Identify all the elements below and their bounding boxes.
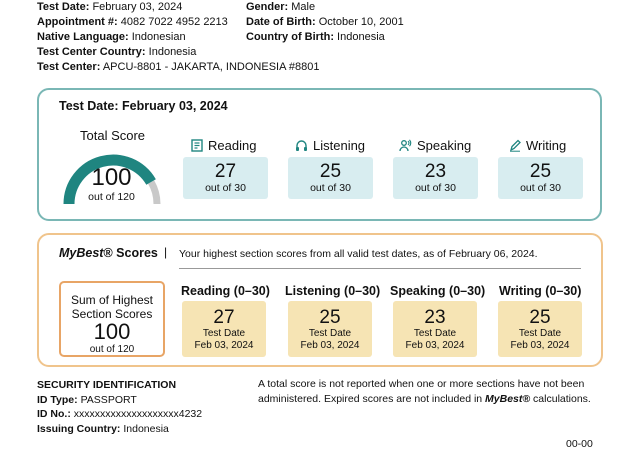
section-out-of: out of 30	[310, 182, 351, 194]
mybest-date-label: Test Date	[518, 328, 562, 339]
id-no-row: ID No.: xxxxxxxxxxxxxxxxxxxx4232	[37, 408, 203, 420]
mybest-speaking-card	[393, 301, 477, 357]
mybest-sum-box	[59, 281, 165, 357]
mybest-date-label: Test Date	[202, 328, 246, 339]
section-out-of: out of 30	[520, 182, 561, 194]
total-score-label: Total Score	[80, 128, 146, 143]
headphones-icon	[295, 139, 308, 152]
speaker-person-icon	[399, 139, 412, 152]
test-center-row: Test Center: APCU-8801 - JAKARTA, INDONESIA #8801	[37, 61, 320, 73]
mybest-speaking-label: Speaking (0–30)	[390, 284, 486, 298]
section-listening-head	[295, 138, 365, 153]
mybest-reading-card	[182, 301, 266, 357]
birth-country-row: Country of Birth: Indonesia	[246, 31, 385, 43]
issuing-country-row: Issuing Country: Indonesia	[37, 422, 169, 435]
section-score: 27	[214, 161, 237, 182]
section-listening-card	[288, 157, 373, 199]
test-date-box	[37, 88, 602, 221]
appointment-row: Appointment #: 4082 7022 4952 2213	[37, 16, 228, 28]
section-score: 25	[529, 161, 552, 182]
mybest-listening-label: Listening (0–30)	[285, 284, 381, 298]
section-speaking-card	[393, 157, 478, 199]
native-language-row: Native Language: Indonesian	[37, 31, 186, 43]
section-label: Writing	[526, 138, 567, 153]
section-score: 23	[424, 161, 447, 182]
section-score: 25	[319, 161, 342, 182]
sum-out-of: out of 120	[89, 344, 135, 355]
section-reading-head	[191, 138, 256, 153]
mybest-box	[37, 233, 603, 367]
mybest-date-label: Test Date	[308, 328, 352, 339]
gender-row: Gender: Male	[246, 1, 316, 13]
mybest-date-label: Test Date	[413, 328, 457, 339]
id-type-row: ID Type: PASSPORT	[37, 393, 137, 406]
section-out-of: out of 30	[415, 182, 456, 194]
sum-value: 100	[93, 319, 131, 344]
mybest-writing-label: Writing (0–30)	[499, 284, 582, 298]
section-writing-card	[498, 157, 583, 199]
section-out-of: out of 30	[205, 182, 246, 194]
score-note: A total score is not reported when one or more sections have not been administered. Expired scores are not included in MyBest® calculations.	[258, 378, 591, 405]
total-score-out-of: out of 120	[88, 191, 135, 203]
book-icon	[191, 139, 203, 152]
header-right	[246, 0, 404, 45]
total-score-value: 100	[91, 164, 132, 191]
section-label: Speaking	[417, 138, 472, 153]
mybest-score: 23	[424, 307, 446, 328]
test-date-row: Test Date: February 03, 2024	[37, 1, 183, 13]
section-speaking-head	[399, 138, 471, 153]
center-country-row: Test Center Country: Indonesia	[37, 46, 197, 58]
mybest-description: Your highest section scores from all valid test dates, as of February 06, 2024.	[179, 248, 538, 260]
page-code: 00-00	[566, 438, 593, 450]
test-box-title: Test Date: February 03, 2024	[59, 99, 228, 113]
sum-label: Sum of Highest Section Scores	[70, 293, 154, 321]
section-reading-card	[183, 157, 268, 199]
divider	[179, 268, 581, 269]
security-title: SECURITY IDENTIFICATION	[37, 379, 177, 391]
dob-row: Date of Birth: October 10, 2001	[246, 16, 404, 28]
mybest-date: Feb 03, 2024	[194, 340, 254, 351]
security-identification	[37, 378, 202, 436]
mybest-date: Feb 03, 2024	[300, 340, 360, 351]
mybest-separator: |	[164, 245, 168, 259]
mybest-score: 25	[529, 307, 551, 328]
mybest-title: MyBest® Scores	[59, 246, 158, 260]
mybest-listening-card	[288, 301, 372, 357]
section-label: Listening	[313, 138, 366, 153]
mybest-date: Feb 03, 2024	[405, 340, 465, 351]
section-label: Reading	[208, 138, 257, 153]
pen-icon	[509, 139, 521, 152]
section-writing-head	[509, 138, 566, 153]
mybest-score: 27	[213, 307, 235, 328]
mybest-reading-label: Reading (0–30)	[181, 284, 270, 298]
mybest-score: 25	[319, 307, 341, 328]
mybest-writing-card	[498, 301, 582, 357]
mybest-date: Feb 03, 2024	[510, 340, 570, 351]
